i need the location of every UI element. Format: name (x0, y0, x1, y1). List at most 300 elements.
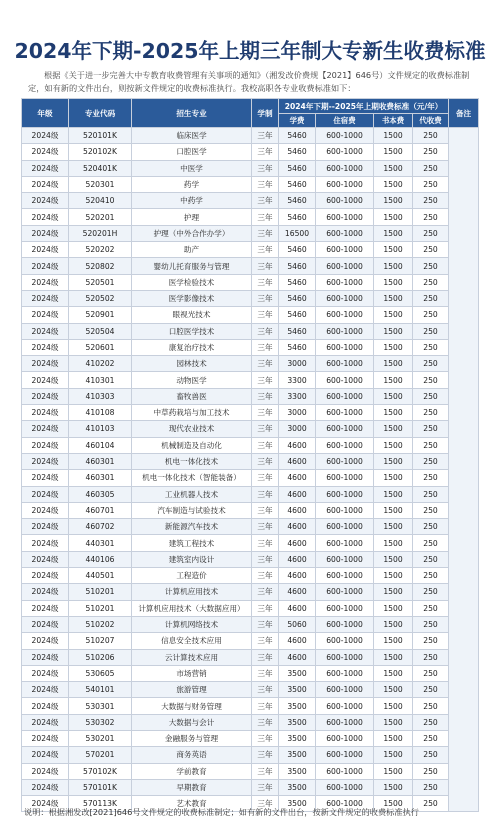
major-cell: 机电一体化技术 (132, 453, 252, 469)
table-row (22, 568, 479, 584)
table-row (22, 535, 479, 551)
books-cell: 1500 (374, 144, 413, 160)
table-row (22, 242, 479, 258)
grade-cell: 2024级 (22, 763, 69, 779)
table-row (22, 682, 479, 698)
major-cell: 口腔医学 (132, 144, 252, 160)
grade-cell: 2024级 (22, 698, 69, 714)
duration-cell: 三年 (252, 486, 279, 502)
code-cell: 520901 (69, 307, 132, 323)
grade-cell: 2024级 (22, 323, 69, 339)
tuition-cell: 3000 (279, 356, 316, 372)
major-cell: 婴幼儿托育服务与管理 (132, 258, 252, 274)
code-cell: 440106 (69, 551, 132, 567)
table-row (22, 388, 479, 404)
grade-cell: 2024级 (22, 290, 69, 306)
major-cell: 商务英语 (132, 747, 252, 763)
books-cell: 1500 (374, 470, 413, 486)
table-row (22, 714, 479, 730)
books-cell: 1500 (374, 649, 413, 665)
major-cell: 建筑室内设计 (132, 551, 252, 567)
agency-cell: 250 (413, 437, 449, 453)
duration-cell: 三年 (252, 519, 279, 535)
duration-cell: 三年 (252, 453, 279, 469)
header-agency: 代收费 (413, 114, 449, 128)
tuition-cell: 3500 (279, 665, 316, 681)
grade-cell: 2024级 (22, 176, 69, 192)
table-row (22, 274, 479, 290)
duration-cell: 三年 (252, 502, 279, 518)
dorm-cell: 600-1000 (316, 568, 374, 584)
table-row (22, 763, 479, 779)
major-cell: 口腔医学技术 (132, 323, 252, 339)
duration-cell: 三年 (252, 665, 279, 681)
table-row (22, 486, 479, 502)
table-row (22, 225, 479, 241)
agency-cell: 250 (413, 665, 449, 681)
table-row (22, 290, 479, 306)
table-body (22, 128, 479, 812)
books-cell: 1500 (374, 437, 413, 453)
tuition-cell: 4600 (279, 519, 316, 535)
dorm-cell: 600-1000 (316, 290, 374, 306)
header-fee-group: 2024年下期--2025年上期收费标准（元/年） (279, 99, 449, 114)
tuition-cell: 4600 (279, 470, 316, 486)
tuition-cell: 5460 (279, 160, 316, 176)
grade-cell: 2024级 (22, 421, 69, 437)
major-cell: 动物医学 (132, 372, 252, 388)
dorm-cell: 600-1000 (316, 584, 374, 600)
tuition-cell: 5060 (279, 616, 316, 632)
table-row (22, 356, 479, 372)
major-cell: 工业机器人技术 (132, 486, 252, 502)
dorm-cell: 600-1000 (316, 356, 374, 372)
table-row (22, 160, 479, 176)
table-row (22, 209, 479, 225)
header-code: 专业代码 (69, 99, 132, 128)
books-cell: 1500 (374, 209, 413, 225)
grade-cell: 2024级 (22, 665, 69, 681)
dorm-cell: 600-1000 (316, 388, 374, 404)
dorm-cell: 600-1000 (316, 437, 374, 453)
agency-cell: 250 (413, 160, 449, 176)
duration-cell: 三年 (252, 356, 279, 372)
agency-cell: 250 (413, 584, 449, 600)
table-row (22, 470, 479, 486)
code-cell: 540101 (69, 682, 132, 698)
code-cell: 440501 (69, 568, 132, 584)
grade-cell: 2024级 (22, 453, 69, 469)
table-row (22, 421, 479, 437)
dorm-cell: 600-1000 (316, 225, 374, 241)
dorm-cell: 600-1000 (316, 176, 374, 192)
dorm-cell: 600-1000 (316, 747, 374, 763)
books-cell: 1500 (374, 682, 413, 698)
agency-cell: 250 (413, 193, 449, 209)
tuition-cell: 4600 (279, 649, 316, 665)
code-cell: 520401K (69, 160, 132, 176)
code-cell: 410103 (69, 421, 132, 437)
tuition-cell: 5460 (279, 176, 316, 192)
tuition-cell: 5460 (279, 242, 316, 258)
grade-cell: 2024级 (22, 730, 69, 746)
dorm-cell: 600-1000 (316, 453, 374, 469)
table-row (22, 144, 479, 160)
agency-cell: 250 (413, 258, 449, 274)
duration-cell: 三年 (252, 372, 279, 388)
code-cell: 510202 (69, 616, 132, 632)
tuition-cell: 3500 (279, 763, 316, 779)
grade-cell: 2024级 (22, 307, 69, 323)
duration-cell: 三年 (252, 323, 279, 339)
major-cell: 护理 (132, 209, 252, 225)
grade-cell: 2024级 (22, 584, 69, 600)
header-dorm: 住宿费 (316, 114, 374, 128)
major-cell: 艺术教育 (132, 796, 252, 812)
dorm-cell: 600-1000 (316, 144, 374, 160)
table-row (22, 176, 479, 192)
table-row (22, 372, 479, 388)
table-row (22, 453, 479, 469)
major-cell: 机电一体化技术（智能装备） (132, 470, 252, 486)
duration-cell: 三年 (252, 747, 279, 763)
books-cell: 1500 (374, 258, 413, 274)
code-cell: 520601 (69, 339, 132, 355)
tuition-cell: 16500 (279, 225, 316, 241)
major-cell: 市场营销 (132, 665, 252, 681)
dorm-cell: 600-1000 (316, 600, 374, 616)
dorm-cell: 600-1000 (316, 242, 374, 258)
code-cell: 410202 (69, 356, 132, 372)
code-cell: 410108 (69, 405, 132, 421)
tuition-cell: 4600 (279, 584, 316, 600)
duration-cell: 三年 (252, 714, 279, 730)
grade-cell: 2024级 (22, 616, 69, 632)
agency-cell: 250 (413, 714, 449, 730)
dorm-cell: 600-1000 (316, 339, 374, 355)
code-cell: 410303 (69, 388, 132, 404)
books-cell: 1500 (374, 128, 413, 144)
table-row (22, 502, 479, 518)
tuition-cell: 5460 (279, 144, 316, 160)
major-cell: 计算机应用技术（大数据应用） (132, 600, 252, 616)
major-cell: 眼视光技术 (132, 307, 252, 323)
books-cell: 1500 (374, 176, 413, 192)
grade-cell: 2024级 (22, 372, 69, 388)
duration-cell: 三年 (252, 209, 279, 225)
grade-cell: 2024级 (22, 405, 69, 421)
duration-cell: 三年 (252, 176, 279, 192)
page-title: 2024年下期-2025年上期三年制大专新生收费标准 (14, 39, 486, 63)
code-cell: 460104 (69, 437, 132, 453)
major-cell: 中医学 (132, 160, 252, 176)
tuition-cell: 5460 (279, 274, 316, 290)
agency-cell: 250 (413, 339, 449, 355)
major-cell: 工程造价 (132, 568, 252, 584)
table-row (22, 730, 479, 746)
grade-cell: 2024级 (22, 600, 69, 616)
books-cell: 1500 (374, 274, 413, 290)
agency-cell: 250 (413, 144, 449, 160)
books-cell: 1500 (374, 600, 413, 616)
dorm-cell: 600-1000 (316, 698, 374, 714)
code-cell: 520101K (69, 128, 132, 144)
tuition-cell: 3500 (279, 747, 316, 763)
tuition-cell: 5460 (279, 323, 316, 339)
tuition-cell: 4600 (279, 535, 316, 551)
dorm-cell: 600-1000 (316, 160, 374, 176)
agency-cell: 250 (413, 209, 449, 225)
dorm-cell: 600-1000 (316, 502, 374, 518)
duration-cell: 三年 (252, 763, 279, 779)
grade-cell: 2024级 (22, 339, 69, 355)
tuition-cell: 4600 (279, 502, 316, 518)
dorm-cell: 600-1000 (316, 307, 374, 323)
major-cell: 大数据与会计 (132, 714, 252, 730)
agency-cell: 250 (413, 486, 449, 502)
header-duration: 学制 (252, 99, 279, 128)
dorm-cell: 600-1000 (316, 128, 374, 144)
agency-cell: 250 (413, 453, 449, 469)
agency-cell: 250 (413, 535, 449, 551)
grade-cell: 2024级 (22, 274, 69, 290)
agency-cell: 250 (413, 616, 449, 632)
tuition-cell: 5460 (279, 128, 316, 144)
books-cell: 1500 (374, 421, 413, 437)
agency-cell: 250 (413, 796, 449, 812)
grade-cell: 2024级 (22, 193, 69, 209)
tuition-cell: 3500 (279, 682, 316, 698)
tuition-cell: 4600 (279, 633, 316, 649)
code-cell: 530301 (69, 698, 132, 714)
grade-cell: 2024级 (22, 779, 69, 795)
table-row (22, 747, 479, 763)
intro-paragraph: 根据《关于进一步完善大中专教育收费管理有关事项的通知》（湘发改价费规【2021】646号）文件规定的收费标准制定，如有新的文件出台，则按新文件规定的收费标准执行。我校高职各专业收费标准如下： (28, 70, 470, 93)
duration-cell: 三年 (252, 779, 279, 795)
major-cell: 新能源汽车技术 (132, 519, 252, 535)
table-row (22, 193, 479, 209)
books-cell: 1500 (374, 323, 413, 339)
header-grade: 年级 (22, 99, 69, 128)
duration-cell: 三年 (252, 470, 279, 486)
table-row (22, 665, 479, 681)
fee-table (21, 98, 479, 812)
table-row (22, 339, 479, 355)
code-cell: 460701 (69, 502, 132, 518)
agency-cell: 250 (413, 633, 449, 649)
duration-cell: 三年 (252, 128, 279, 144)
books-cell: 1500 (374, 242, 413, 258)
code-cell: 510201 (69, 600, 132, 616)
code-cell: 510207 (69, 633, 132, 649)
dorm-cell: 600-1000 (316, 470, 374, 486)
code-cell: 410301 (69, 372, 132, 388)
table-row (22, 128, 479, 144)
agency-cell: 250 (413, 421, 449, 437)
grade-cell: 2024级 (22, 258, 69, 274)
dorm-cell: 600-1000 (316, 274, 374, 290)
agency-cell: 250 (413, 502, 449, 518)
major-cell: 计算机网络技术 (132, 616, 252, 632)
dorm-cell: 600-1000 (316, 421, 374, 437)
tuition-cell: 5460 (279, 339, 316, 355)
books-cell: 1500 (374, 225, 413, 241)
agency-cell: 250 (413, 747, 449, 763)
grade-cell: 2024级 (22, 714, 69, 730)
code-cell: 460702 (69, 519, 132, 535)
code-cell: 510201 (69, 584, 132, 600)
grade-cell: 2024级 (22, 470, 69, 486)
major-cell: 汽车制造与试验技术 (132, 502, 252, 518)
books-cell: 1500 (374, 372, 413, 388)
dorm-cell: 600-1000 (316, 323, 374, 339)
duration-cell: 三年 (252, 796, 279, 812)
agency-cell: 250 (413, 730, 449, 746)
dorm-cell: 600-1000 (316, 486, 374, 502)
grade-cell: 2024级 (22, 568, 69, 584)
major-cell: 中药学 (132, 193, 252, 209)
tuition-cell: 5460 (279, 307, 316, 323)
duration-cell: 三年 (252, 258, 279, 274)
dorm-cell: 600-1000 (316, 535, 374, 551)
dorm-cell: 600-1000 (316, 372, 374, 388)
code-cell: 460305 (69, 486, 132, 502)
tuition-cell: 4600 (279, 600, 316, 616)
major-cell: 康复治疗技术 (132, 339, 252, 355)
books-cell: 1500 (374, 779, 413, 795)
books-cell: 1500 (374, 763, 413, 779)
table-row (22, 633, 479, 649)
dorm-cell: 600-1000 (316, 193, 374, 209)
major-cell: 助产 (132, 242, 252, 258)
agency-cell: 250 (413, 649, 449, 665)
agency-cell: 250 (413, 242, 449, 258)
dorm-cell: 600-1000 (316, 633, 374, 649)
code-cell: 520201 (69, 209, 132, 225)
tuition-cell: 3500 (279, 698, 316, 714)
grade-cell: 2024级 (22, 209, 69, 225)
grade-cell: 2024级 (22, 519, 69, 535)
books-cell: 1500 (374, 519, 413, 535)
tuition-cell: 3500 (279, 796, 316, 812)
tuition-cell: 4600 (279, 568, 316, 584)
dorm-cell: 600-1000 (316, 405, 374, 421)
duration-cell: 三年 (252, 437, 279, 453)
dorm-cell: 600-1000 (316, 649, 374, 665)
grade-cell: 2024级 (22, 160, 69, 176)
duration-cell: 三年 (252, 144, 279, 160)
code-cell: 460301 (69, 470, 132, 486)
major-cell: 药学 (132, 176, 252, 192)
code-cell: 570101K (69, 779, 132, 795)
major-cell: 医学影像技术 (132, 290, 252, 306)
code-cell: 460301 (69, 453, 132, 469)
code-cell: 520102K (69, 144, 132, 160)
books-cell: 1500 (374, 584, 413, 600)
agency-cell: 250 (413, 470, 449, 486)
duration-cell: 三年 (252, 193, 279, 209)
tuition-cell: 4600 (279, 453, 316, 469)
duration-cell: 三年 (252, 616, 279, 632)
duration-cell: 三年 (252, 225, 279, 241)
books-cell: 1500 (374, 339, 413, 355)
major-cell: 学前教育 (132, 763, 252, 779)
dorm-cell: 600-1000 (316, 616, 374, 632)
grade-cell: 2024级 (22, 535, 69, 551)
tuition-cell: 3500 (279, 714, 316, 730)
agency-cell: 250 (413, 290, 449, 306)
tuition-cell: 3000 (279, 405, 316, 421)
code-cell: 520504 (69, 323, 132, 339)
tuition-cell: 4600 (279, 437, 316, 453)
major-cell: 云计算技术应用 (132, 649, 252, 665)
major-cell: 早期教育 (132, 779, 252, 795)
table-row (22, 307, 479, 323)
agency-cell: 250 (413, 551, 449, 567)
books-cell: 1500 (374, 535, 413, 551)
code-cell: 520410 (69, 193, 132, 209)
books-cell: 1500 (374, 747, 413, 763)
tuition-cell: 4600 (279, 486, 316, 502)
duration-cell: 三年 (252, 584, 279, 600)
grade-cell: 2024级 (22, 128, 69, 144)
code-cell: 520802 (69, 258, 132, 274)
grade-cell: 2024级 (22, 356, 69, 372)
major-cell: 建筑工程技术 (132, 535, 252, 551)
major-cell: 金融服务与管理 (132, 730, 252, 746)
books-cell: 1500 (374, 665, 413, 681)
tuition-cell: 5460 (279, 209, 316, 225)
table-row (22, 779, 479, 795)
code-cell: 520301 (69, 176, 132, 192)
table-row (22, 698, 479, 714)
major-cell: 护理（中外合作办学） (132, 225, 252, 241)
books-cell: 1500 (374, 730, 413, 746)
duration-cell: 三年 (252, 290, 279, 306)
agency-cell: 250 (413, 568, 449, 584)
duration-cell: 三年 (252, 160, 279, 176)
header-books: 书本费 (374, 114, 413, 128)
duration-cell: 三年 (252, 388, 279, 404)
major-cell: 畜牧兽医 (132, 388, 252, 404)
table-row (22, 649, 479, 665)
dorm-cell: 600-1000 (316, 665, 374, 681)
grade-cell: 2024级 (22, 144, 69, 160)
major-cell: 园林技术 (132, 356, 252, 372)
agency-cell: 250 (413, 779, 449, 795)
duration-cell: 三年 (252, 405, 279, 421)
agency-cell: 250 (413, 519, 449, 535)
major-cell: 中草药栽培与加工技术 (132, 405, 252, 421)
books-cell: 1500 (374, 714, 413, 730)
duration-cell: 三年 (252, 730, 279, 746)
dorm-cell: 600-1000 (316, 796, 374, 812)
dorm-cell: 600-1000 (316, 551, 374, 567)
table-row (22, 323, 479, 339)
major-cell: 计算机应用技术 (132, 584, 252, 600)
duration-cell: 三年 (252, 535, 279, 551)
duration-cell: 三年 (252, 682, 279, 698)
agency-cell: 250 (413, 388, 449, 404)
books-cell: 1500 (374, 551, 413, 567)
dorm-cell: 600-1000 (316, 763, 374, 779)
major-cell: 临床医学 (132, 128, 252, 144)
books-cell: 1500 (374, 356, 413, 372)
dorm-cell: 600-1000 (316, 714, 374, 730)
header-major: 招生专业 (132, 99, 252, 128)
table-row (22, 519, 479, 535)
books-cell: 1500 (374, 405, 413, 421)
